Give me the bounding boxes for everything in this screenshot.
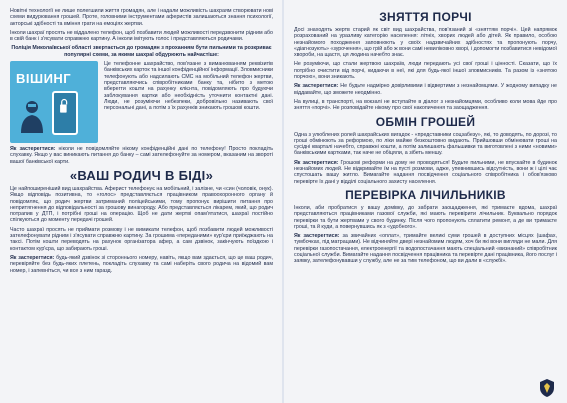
meters-text: Інколи, аби пробратися у вашу домівку, до забрати заощадження, які тримаєте вдома, шахраї представляються працівниками газової служби, які мають перевірити лічильник. Буквально порядок перевірки та бути жертвами у свого будинку. Після чого пропонують сплатити ремонт, а де ви тримаєте гроші, та й куди, а повернувшись як з «удобного». — [294, 204, 557, 230]
heading-curse-removal: ЗНЯТТЯ ПОРЧІ — [379, 10, 472, 24]
warning-money: Як застерегтися: Грошові реформи на дому не проводяться! Будьте пильними, не впускайте в будинок незнайомих людей. Не відкривайте їм на пусті розмови, адже, упевнившись відсутність, вони ж і цілі чає спустошать вашу житло. Вимагайте надання посвідчення соціального співробітника і обов'язково перевірте їх дані у відділі соціального захисту населення. — [294, 159, 557, 185]
curse-text-3: На вулиці, в транспорті, на вокзалі не вступайте в діалог з незнайомцями, особливо коли мова йде про зняття «порчі». Не розповідайте нікому про свої накопичення та заощадження. — [294, 98, 557, 112]
vishing-illustration — [10, 61, 98, 143]
vishing-section — [10, 61, 273, 143]
left-column — [0, 0, 283, 403]
intro-paragraph: Новітні технології не лише полегшили життя громадян, але і надали можливість шахраям створювати нові схеми видурювання грошей. Проте, головними інструментами аферистів залишаються знання психології, акторські здібності та вміння грати на емоціях жертви. — [10, 8, 273, 27]
hacker-figure-icon — [18, 99, 46, 135]
police-notice: Поліція Миколаївської області звертається до громадян з проханням бути пильними та розкриває популярні схеми, за якими шахраї обдурюють найчастіше: — [11, 45, 272, 58]
right-column — [284, 0, 567, 403]
phone-icon — [52, 91, 78, 135]
warning-meters: Як застерегтися: за звичайних «оплат», тримайте великі суми грошей в доступних місцях (шафах, тумбочках, під матрацами). Не відчиняйте двері незнайомим людям, хоч би які вони вигляди не мали. Для перевірки газопостачання, електроенергії та водопостачання мають спеціальний «визнаний» співробітник соціальної служби. Вимагайте надання посвідчення працівника та перевірте дані працівника, його послуг і заявку, зателефонувавши у службу, але не за тим телефоном, що ви дали в «службі». — [294, 233, 557, 265]
vishing-text: Це телефонне шахрайство, пов'язане з виманюванням реквізитів банківських карток та іншої конфіденційної інформації. Зловмисники телефонують або надсилають СМС на мобільний телефон жертви, представляючись співробітниками банку та, нібито з метою вберегти кошти на рахунку клієнта, повідомляють про будуючи заблокування картки або необхідність уточнити контактні дані. Люди, не розуміючи небезпеки, добровільно називають свої персональні дані, а потім з їх рахунків зникають грошові кошти. — [104, 61, 273, 112]
vishing-title: ВІШИНГ — [16, 71, 72, 87]
heading-money-exchange: ОБМІН ГРОШЕЙ — [375, 114, 476, 129]
vishing-description — [104, 61, 273, 143]
warning-relative: Як застерегтися: будь-який дзвінок зі стороннього номеру, навіть, якщо вам здається, що це ваш родич, перевіряйте без будь-яких плетень, покладіть слухавку та самі наберіть свого родича на відомий вам номер, і запевніться, чи все з ним гаразд. — [10, 254, 273, 274]
relative-text-2: Часто шахраї просять не приймати розмову і не вимикати телефон, щоб позбавити людей можливості зателефонувати рідним і з'ясувати справжню картину. За грошима «переданими» кур'єри приїжджають на таксі. Потім кошти переводять на рахунок організатора афер, а сам дзвінок, закінчують поїздкою і контактом кур'єра, що забирають гроші. — [10, 226, 273, 252]
money-text: Одна з улюблених ролей шахрайських вигадок - «представники соцзабезу», які, то доводять, по дорозі, то гроші обмінюють за реформою, по ліки майже безкоштовно видають. Прийшовши обмінювати гроші на сусідні кварталі начебто, справжні кошти, а потім залишають фальшивки та виготовлені з ними «новими» банківськими картками, так наче не обіцяли, а зібеть меншу. — [294, 131, 557, 157]
police-emblem-icon — [539, 379, 555, 397]
intro-paragraph-2: Інколи шахраї просять не віддалено телефон, щоб позбавити людей можливості передзвонити рідним або в свій банк і з'ясувати справжню картину. А інколи імітують голос і представляються родичами. — [10, 29, 273, 43]
relative-text-1: Це найпоширеніший вид шахрайства. Аферист телефонує на мобільний, і залізне, чи «син (чоловік, онук). Якщо відповідь позитивна, то «голос» представляється працівником правоохоронного органу й повідомляє, що родич жертви затриманий поліцейськими, тому пропонує вирішити питання про непритягнення до відповідальності за грошову винагороду. Або представляється лікарем, який, що родич потрапив у ДТП, і потрібні гроші на операцію. Щоб не дати жертві опам'ятатися, шахраї постійно спілкуються до моменту передачі грошей. — [10, 185, 273, 224]
curse-text-2: Не розуміючи, що стали жертвою шахраїв, люди передають усі свої гроші і цінності. Сказати, що їх потрібно очистити від порчі, кидаючи в неї, які для будь-якої іншої зловмисників. Та разом із «знятою порчою», вони зникають. — [294, 61, 557, 81]
warning-curse: Як застерегтися: Не будьте надмірно довірливими і відвертими з незнайомцями. У жодному випадку не віддавайте, що зможете неодмінно. — [294, 83, 558, 96]
curse-text-1: Досі знаходять жертв старий як світ вид шахрайства, пов'язаний зі «зняттям порчі». Цей напрямок розрахований на уразливу категорію населення: літніх, хворих людей або дітей. Як правило, особою незнайомого походження заповнюють у своїх надзвичайних здібностях та пропонують порчу, «діагнозують» «зурочення», що грій або ж вони самі невиліковно хворі, і допомогти позбавитися невідомої хвороби, на щастя, ця людина начебто знає. — [294, 27, 557, 59]
heading-meter-check: ПЕРЕВІРКА ЛІЧИЛЬНИКІВ — [345, 187, 506, 202]
warning-vishing: Як застерегтися: ніколи не повідомляйте нікому конфіденційні дані по телефону! Просто покладіть слухавку. Якщо у вас виникають питання до банку – самі зателефонуйте за номером, вказаним на звороті вашої банківської карти. — [10, 146, 274, 165]
heading-relative-in-trouble: «ВАШ РОДИЧ В БІДІ» — [69, 167, 214, 183]
